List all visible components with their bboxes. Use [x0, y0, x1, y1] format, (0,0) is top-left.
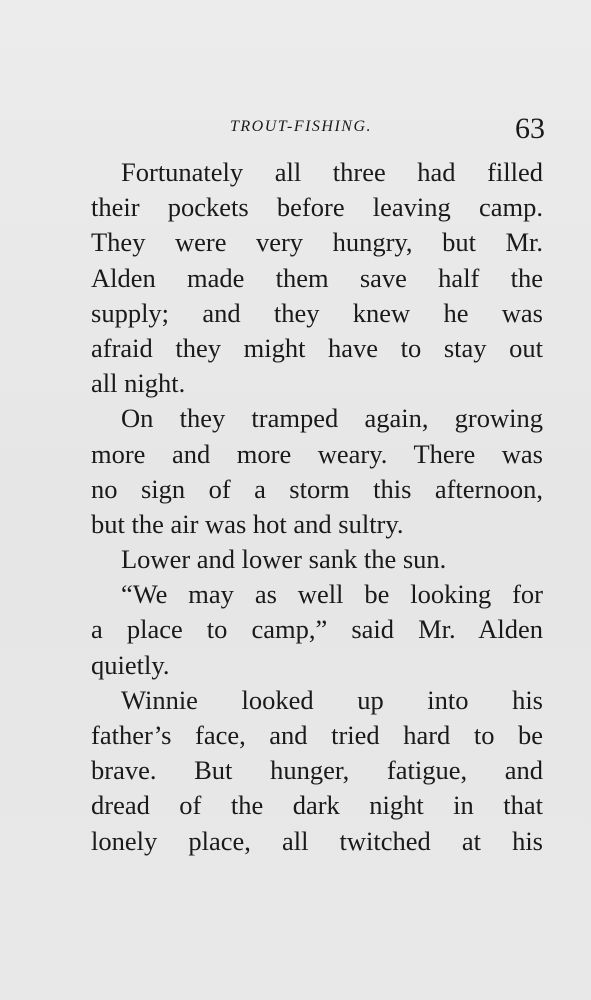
text-line: They were very hungry, but Mr. [91, 227, 543, 258]
text-line: brave. But hunger, fatigue, and [91, 755, 543, 786]
text-line: a place to camp,” said Mr. Alden [91, 614, 543, 645]
running-title: TROUT-FISHING. [230, 118, 373, 135]
text-line: quietly. [91, 649, 170, 680]
text-line: Winnie looked up into his [121, 684, 543, 715]
text-line: “We may as well be looking for [121, 579, 543, 610]
text-line: father’s face, and tried hard to be [91, 720, 543, 750]
page-number: 63 [515, 112, 545, 145]
text-line: more and more weary. There was [91, 438, 543, 469]
body-text [91, 155, 543, 859]
text-line: Lower and lower sank the sun. [121, 544, 447, 575]
running-head [90, 112, 545, 144]
text-line: On they tramped again, growing [121, 403, 543, 434]
text-line: afraid they might have to stay out [91, 332, 543, 363]
text-line: but the air was hot and sultry. [91, 508, 404, 539]
text-line: dread of the dark night in that [91, 790, 543, 821]
text-line: no sign of a storm this afternoon, [91, 473, 543, 504]
text-line: all night. [91, 368, 186, 399]
text-line: Fortunately all three had filled [121, 157, 543, 187]
text-line: lonely place, all twitched at his [91, 825, 543, 856]
text-line: supply; and they knew he was [91, 297, 543, 328]
text-line: Alden made them save half the [91, 262, 543, 293]
text-line: their pockets before leaving camp. [91, 192, 543, 223]
